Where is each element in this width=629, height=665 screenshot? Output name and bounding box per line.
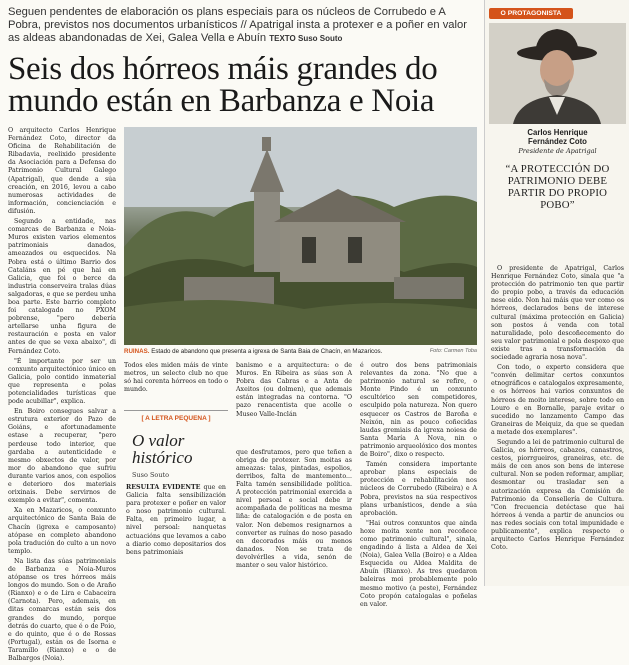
protagonist-name: Carlos Henrique Fernández Coto [527,128,588,146]
article-column-2: Todos eles miden máis de vinte metros, un selecto club no que só hai corenta hórreos en todo o mundo. [124,362,228,394]
church-ruins-illustration [124,127,477,345]
box-title: O valor histórico [132,431,193,467]
sidebar-label: O PROTAGONISTA [489,8,573,19]
photo-credit: Foto: Carmen Toba [429,348,477,354]
deck-text: Seguen pendentes de elaboración os plans especiais para os núcleos de Corrubedo e A Pobra, previstos nos documentos urbanísticos // Apatrigal insta a protexer e a poñer en valor as aldeas abandonadas de Xei, Galea Vella e Abuín [8,6,467,44]
pull-quote: “A PROTECCIÓN DO PATRIMONIO DEBE PARTIR DO PROPIO POBO” [505,163,610,211]
caption-tag: RUINAS. [124,348,150,355]
box-tag: [ A LETRA PEQUENA ] [141,415,211,422]
article [8,0,478,662]
box-author: Suso Souto [132,471,170,479]
article-column-1: O arquitecto Carlos Henrique Fernández Coto, director da Oficina de Rehabilitación de Ribadavia, reelixido presidente da Asociación para a Defensa do Patrimonio Cultural Galego (Apatrigal), que dende a súa creación, en 2016, levou a cabo numerosas actividades de información, concienciación e difusión. Segundo a entidade, nas comarcas de Barbanza e Noia-Muros existen varios elementos patrimoniais danados, ameazados ou esquecidos. Na Pobra está o último Barrio dos Cataláns en pé que hai en Galicia, que foi o berce da industria conserveira tralas dúas salgadoras, e que se perdeu unha boa parte. Este barrio completo foi catalogado no PXOM pobrense, "pero debería artellarse unha figura de restauración e posta en valor antes de que se vexa abaixo", di Fernández Coto. "É importante por ser un conxunto arquitectónico único en Galicia, polo contido inmaterial que representa e polas potencialidades turísticas que pode acubillar", explica. En Boiro consegues salvar a estrutura exterior do Pazo de Goiáns, e afortunadamente estase a recuperar, "pero perdeuse todo interior, que gardaba a autenticidade e mesmo obxectos de valor, por mor do abandono que sufriu durante varios anos, con espolios e deterioro dos materiais orixinais. Debe servirnos de exemplo a evitar", comenta. Xa en Mazaricos, o conxunto arquitectónico de Santa Baia de Chacín (igrexa e camposanto) atópase en completo abandono pola tradución do culto a un novo templo. Na lista das súas patrimoniais de Barbanza e Noia-Muros atópanse os tres hórreos máis longos do mundo. Son o de Araño (Rianxo) e o de Lira e Cabaceira (Carnota). Pero, ademais, en ditas comarcas están seis dos grandes do mundo, porque detrás do cuarto, que é o de Poio, e do quinto, que é o de Rossas (Portugal), están os de Isorna e Taramillo (Rianxo) e o de Balbargos (Noia). [8,127,116,662]
sidebar-text: O presidente de Apatrigal, Carlos Henrique Fernández Coto, sinala que "a protección do patrimonio ten que partir do propio pobo, a través da educación nese eido. Non hai máis que ver como os hórreos, declarados bens de interese cultural (máxima protección en Galicia) son postos á venda con total naturalidade, polo descoñecemento do seu valor patrimonial e pola despoxo que existe tras a transformación da sociedade agraria nosa nova". Con todo, o experto considera que "convén delimitar certos conxuntos etnográficos e catalogalos expresamente, e os hórreos hai varios conxuntos de hórreos de moito interese, sobre todo en Louro e en Bornalle, paraje evitar o sucedido no lanzamento Campo das Graneiras de Meiquiz, da que se quedan a metade dos exemplares". Segundo a lei de patrimonio cultural de Galicia, os hórreos, cabazos, canastros, cestos, piorrgueiros, graneiras, etc. de máis de cen anos son bens de interese cultural. Non se poden reformar, ampliar, desmontar ou trasladar sen a autorización expresa da Comisión de Patrimonio da Consellería de Cultura. "Con frecuencia detéctase que hai hórreos á venda a partir de anuncios ou nas redes sociais con total impunidade e publicamente", explica respecto o arquitecto Carlos Henrique Fernández Coto. [491,265,624,552]
opinion-box [124,410,228,587]
article-column-4: é outro dos bens patrimoniais relevantes da zona. "No que a patrimonio natural se refire, o Monte Pindo é un conxunto escultórico sen competidores, esculpido pola natureza. Non quero esquecer os Castros de Baroña e Neixón, nin as pouco coñecidas laudas gremiais da igrexa noiesa de Santa María A Nova, nin o patrimonio arqueolóxico dos montes de Boiro", dixo o respecto. Tamén considera importante aprobar plans especiais de protección e rehabilitación nos núcleos de Corrubedo (Ribeira) e A Pobra, previstos na súa respectivos plans urbanísticos, dende a súa aprobación. "Hai outros conxuntos que ainda hoxe moita xente non recoñece como patrimonio cultural", sinala, engadindo á lista a Aldea de Xei (Noia), Galea Vella (Boiro) e a Aldea Esquecida ou Aldea Maldita de Abuín (Rianxo). As tres quedaron baleiras moi probablemente polo mesmo motivo (a peste), Fernández Coto propón catalogalas e poñelas en valor. [360,362,477,608]
protagonist-role: Presidente de Apatrigal [518,147,597,155]
portrait-photo [489,23,626,124]
article-deck [8,6,478,45]
protagonist-sidebar [484,0,629,586]
portrait-illustration [489,23,626,124]
box-text: RESULTA EVIDENTE que en Galicia falta sensibilización para protexer e poñer en valor o noso patrimonio cultural. Falta, en primeiro lugar, a nivel persoal: nanquetas actuacións que levamos a cabo a diario como depositarios dos bens patrimoniais [126,484,226,556]
headline: Seis dos hórreos máis grandes do mundo están en Barbanza e Noia [8,51,438,119]
church-ruins-photo [124,127,477,345]
caption-text: Estado de abandono que presenta a igrexa de Santa Baia de Chacín, en Mazaricos. [151,348,383,355]
byline: TEXTO Suso Souto [269,34,343,43]
photo-caption [124,345,477,359]
article-column-3: banismo e a arquitectura: o de Muros. En Ribeira as súas son A Pobra das Cabras e a Anta de Axeitos (ou dolmen), que ademais están integradas na contorna. "O pazo renacentista que acolle o Museo Valle-Inclán que desfrutamos, pero que teñen a obriga de protexer. Son moitas as ameazas: talas, pintadas, espolios, derribos, falta de mantemento... Falta tamén sensibilidade política. A protección patrimonial exercida a nivel persoal e social debe ir acompañada de políticas na mesma liña: de catalogación e de posta en valor. Non debemos resignarnos a converter as ruínas do noso pasado en decorados máis ou menos danados. Non se trata de devolvérlles a vida, senón de manter o seu valor histórico. [236,362,352,569]
